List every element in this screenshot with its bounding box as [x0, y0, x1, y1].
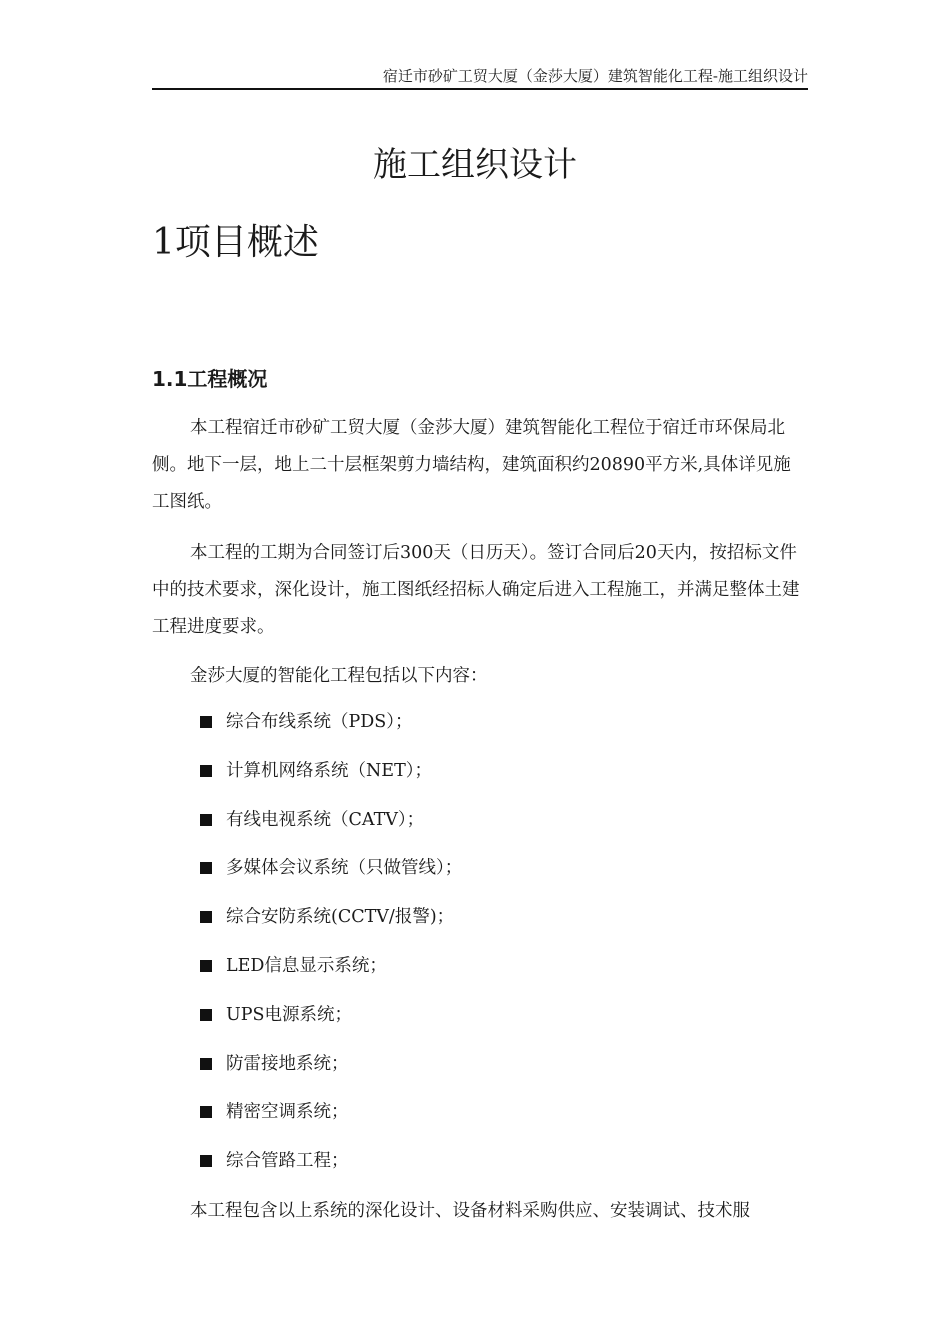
- list-item: [200, 703, 462, 752]
- system-list: [200, 703, 462, 1191]
- square-bullet-icon: [200, 1058, 212, 1070]
- list-item: [200, 996, 462, 1045]
- document-title: 施工组织设计: [373, 145, 577, 185]
- list-item-label: 有线电视系统（CATV）；: [226, 809, 425, 830]
- list-item-label: 精密空调系统；: [226, 1102, 349, 1123]
- paragraph-project-location: 本工程宿迁市砂矿工贸大厦（金莎大厦）建筑智能化工程位于宿迁市环保局北侧。地下一层，地上二十层框架剪力墙结构，建筑面积约20890平方米,具体详见施工图纸。: [152, 418, 791, 512]
- list-item: [200, 849, 462, 898]
- header-divider: [152, 88, 808, 90]
- list-item-label: UPS电源系统；: [226, 1004, 353, 1025]
- list-item: [200, 1142, 462, 1191]
- square-bullet-icon: [200, 765, 212, 777]
- square-bullet-icon: [200, 814, 212, 826]
- square-bullet-icon: [200, 1106, 212, 1118]
- list-item: [200, 1093, 462, 1142]
- list-item-label: 计算机网络系统（NET）；: [226, 760, 433, 781]
- section-heading: 1.1工程概况: [152, 367, 268, 391]
- paragraph-scope-intro: 金莎大厦的智能化工程包括以下内容：: [190, 666, 488, 686]
- running-header: 宿迁市砂矿工贸大厦（金莎大厦）建筑智能化工程-施工组织设计: [382, 67, 808, 85]
- square-bullet-icon: [200, 1155, 212, 1167]
- list-item-label: 综合管路工程；: [226, 1151, 349, 1172]
- list-item: [200, 1045, 462, 1094]
- list-item: [200, 898, 462, 947]
- square-bullet-icon: [200, 960, 212, 972]
- list-item-label: 综合安防系统(CCTV/报警)；: [226, 907, 455, 928]
- list-item: [200, 752, 462, 801]
- square-bullet-icon: [200, 1009, 212, 1021]
- list-item: [200, 947, 462, 996]
- square-bullet-icon: [200, 862, 212, 874]
- list-item-label: 防雷接地系统；: [226, 1053, 349, 1074]
- paragraph-scope-services: 本工程包含以上系统的深化设计、设备材料采购供应、安装调试、技术服: [190, 1201, 750, 1221]
- list-item-label: LED信息显示系统；: [226, 955, 387, 976]
- square-bullet-icon: [200, 911, 212, 923]
- paragraph-schedule: 本工程的工期为合同签订后300天（日历天）。签订合同后20天内，按招标文件中的技术要求，深化设计，施工图纸经招标人确定后进入工程施工，并满足整体土建工程进度要求。: [152, 543, 800, 637]
- chapter-heading: 1项目概述: [152, 222, 319, 263]
- list-item-label: 综合布线系统（PDS）；: [226, 712, 413, 732]
- list-item: [200, 801, 462, 850]
- square-bullet-icon: [200, 716, 212, 728]
- list-item-label: 多媒体会议系统（只做管线）；: [226, 858, 463, 879]
